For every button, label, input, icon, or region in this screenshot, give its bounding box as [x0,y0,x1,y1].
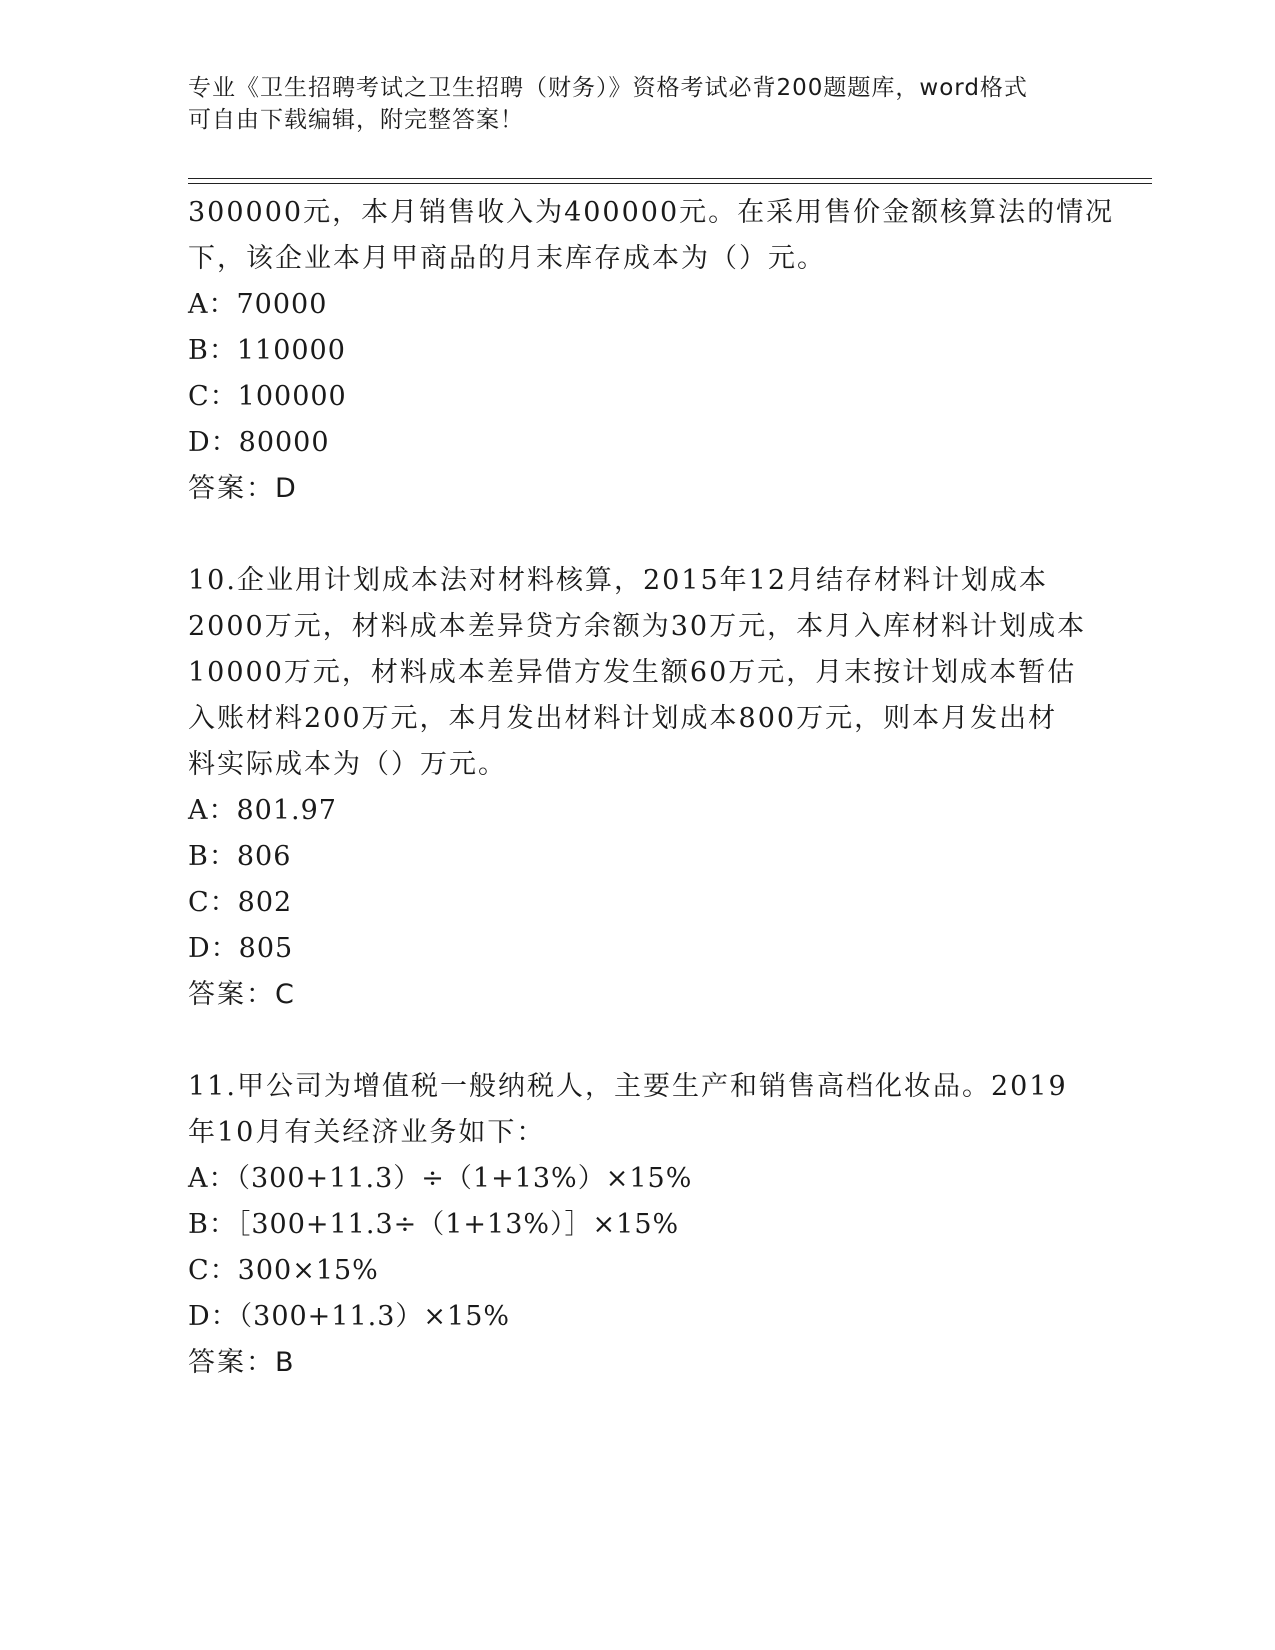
spacer [188,512,1088,558]
header-title-line-2: 可自由下载编辑，附完整答案！ [188,107,524,133]
question-text-line: 入账材料200万元，本月发出材料计划成本800万元，则本月发出材 [188,703,1058,734]
question-9 [188,190,1115,512]
option-a: A：（300+11.3）÷（1+13%）×15% [188,1163,693,1194]
question-text-line: 下，该企业本月甲商品的月末库存成本为（）元。 [188,243,826,274]
header-divider-bottom [188,183,1152,184]
question-text-line: 10000万元，材料成本差异借方发生额60万元，月末按计划成本暂估 [188,657,1077,688]
question-text-line: 10.企业用计划成本法对材料核算，2015年12月结存材料计划成本 [188,565,1049,596]
option-a: A：801.97 [188,795,337,826]
question-text-line: 300000元，本月销售收入为400000元。在采用售价金额核算法的情况 [188,197,1115,228]
option-c: C：300×15% [188,1255,379,1286]
question-text-line: 2000万元，材料成本差异贷方余额为30万元，本月入库材料计划成本 [188,611,1087,642]
answer: 答案：C [188,979,296,1010]
spacer [188,1018,1088,1064]
question-10 [188,558,1088,1018]
header-divider-top [188,178,1152,179]
option-d: D：805 [188,933,294,964]
document-body [188,190,1115,1386]
option-d: D：80000 [188,427,330,458]
option-c: C：100000 [188,381,347,412]
header-title-line-1: 专业《卫生招聘考试之卫生招聘（财务）》资格考试必背200题题库，word格式 [188,75,1028,101]
answer: 答案：B [188,1347,296,1378]
question-text-line: 料实际成本为（）万元。 [188,749,507,780]
question-text-line: 11.甲公司为增值税一般纳税人，主要生产和销售高档化妆品。2019 [188,1071,1068,1102]
option-b: B：［300+11.3÷（1+13%）］×15% [188,1209,680,1240]
option-a: A：70000 [188,289,328,320]
page-header [188,72,1088,136]
option-c: C：802 [188,887,293,918]
option-b: B：806 [188,841,292,872]
option-d: D：（300+11.3）×15% [188,1301,511,1332]
question-11 [188,1064,1088,1386]
question-text-line: 年10月有关经济业务如下： [188,1117,546,1148]
answer: 答案：D [188,473,298,504]
option-b: B：110000 [188,335,346,366]
